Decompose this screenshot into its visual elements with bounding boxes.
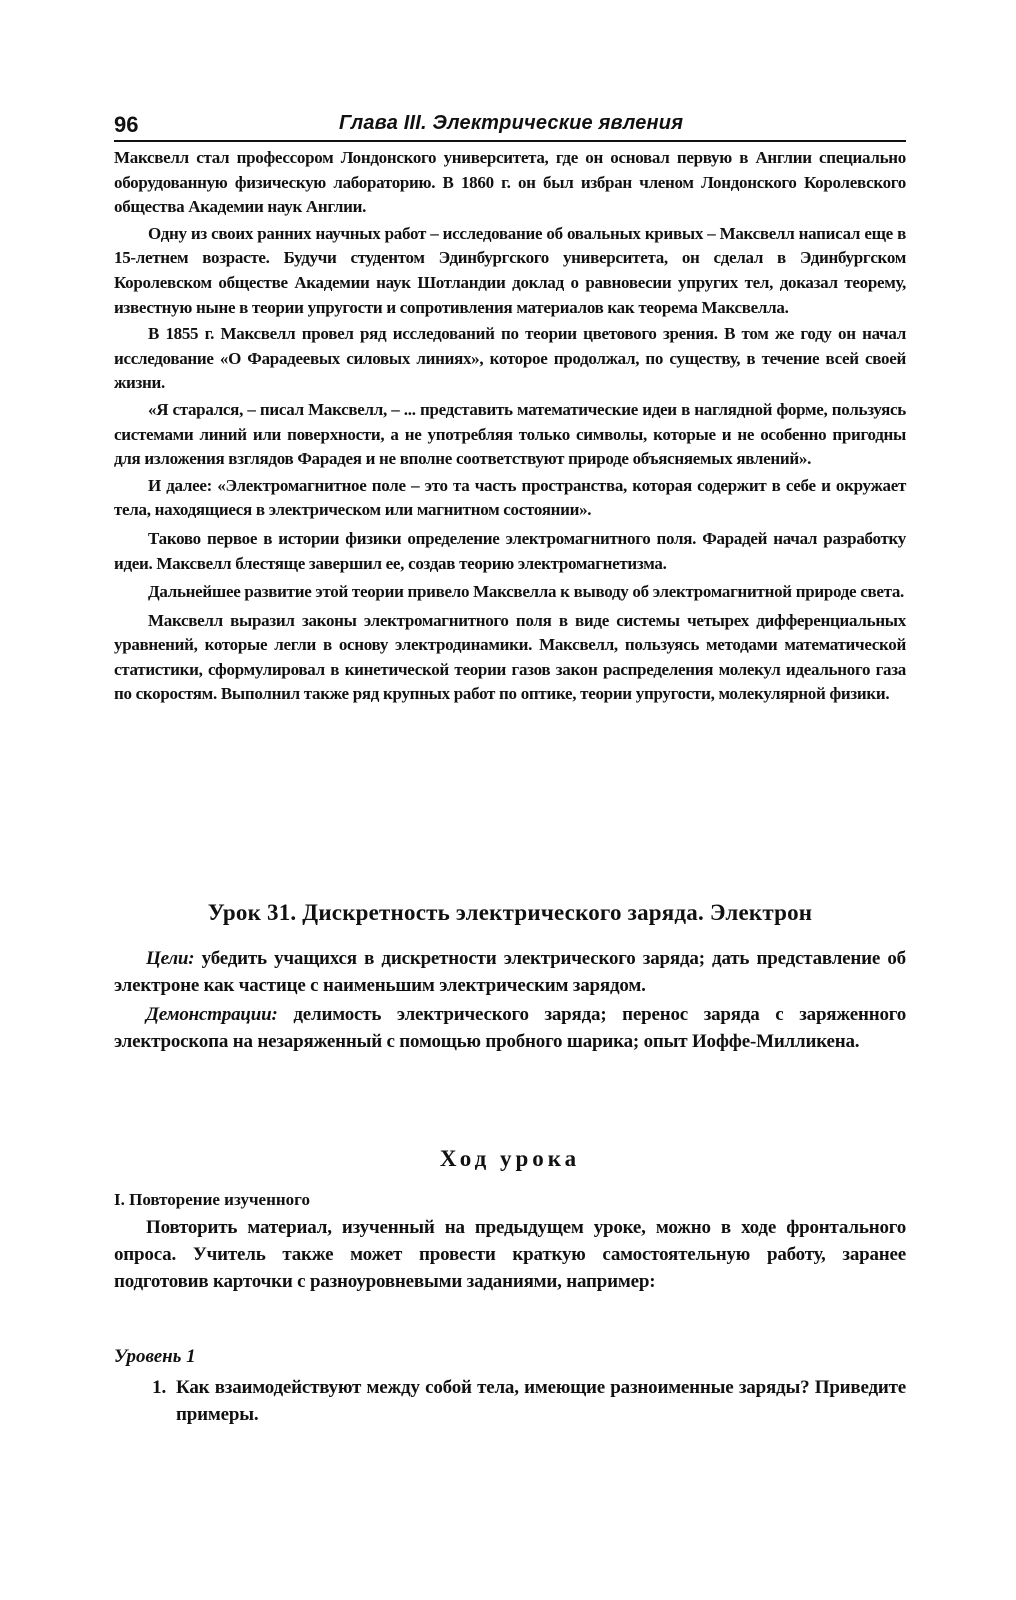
question-number: 1. [152,1377,166,1398]
demos-paragraph [114,1001,906,1055]
running-title: Глава III. Электрические явления [339,112,684,134]
paragraph: Максвелл стал профессором Лондонского университета, где он основал первую в Англии специально оборудованную физическую лабораторию. В 1860 г. он был избран членом Лондонского Королевского общества Академии наук Англии. [114,148,906,217]
section-body [114,1214,906,1295]
paragraph: Одну из своих ранних научных работ – исследование об овальных кривых – Максвелл написал еще в 15-летнем возрасте. Будучи студентом Эдинбургского университета, он сделал в Эдинбургском Королевском обществе Академии наук Шотландии доклад о равновесии упругих тел, доказал теорему, известную ныне в теории упругости и сопротивления материалов как теорема Максвелла. [114,223,906,317]
paragraph: Максвелл выразил законы электромагнитного поля в виде системы четырех дифференциальных уравнений, которые легли в основу электродинамики. Максвелл, пользуясь методами математической статистики, сформулировал в кинетической теории газов закон распределения молекул идеального газа по скоростям. Выполнил также ряд крупных работ по оптике, теории упругости, молекулярной физики. [114,610,906,704]
course-heading: Ход урока [439,1146,581,1171]
level-title: Уровень 1 [114,1346,196,1367]
lesson-objectives [114,945,906,1055]
goals-text: убедить учащихся в дискретности электрического заряда; дать представление об электроне как частице с наименьшим электрическим зарядом. [114,948,906,996]
paragraph: Повторить материал, изученный на предыдущем уроке, можно в ходе фронтального опроса. Учитель также может провести краткую самостоятельную работу, заранее подготовив карточки с разноуровневыми заданиями, например: [114,1217,906,1292]
demos-text: делимость электрического заряда; перенос заряда с заряженного электроскопа на незаряженный с помощью пробного шарика; опыт Иоффе-Милликена. [114,1004,906,1052]
page-header [114,110,906,142]
paragraph: «Я старался, – писал Максвелл, – ... представить математические идеи в наглядной форме, пользуясь системами линий или поверхности, а не употребляя только символы, которые и не особенно пригодны для изложения взглядов Фарадея и не вполне соответствуют природе объясняемых явлений». [114,399,906,469]
question-list [114,1374,906,1428]
paragraph: Дальнейшее развитие этой теории привело Максвелла к выводу об электромагнитной природе света. [148,582,905,602]
demos-label: Демонстрации: [146,1004,278,1025]
goals-label: Цели: [146,948,195,969]
page-number: 96 [114,112,139,137]
goals-paragraph [114,945,906,999]
paragraph: И далее: «Электромагнитное поле – это та часть пространства, которая содержит в себе и окружает тела, находящиеся в электрическом или магнитном состоянии». [114,475,906,520]
question-text: Как взаимодействуют между собой тела, имеющие разноименные заряды? Приведите примеры. [176,1377,906,1425]
maxwell-biography [114,146,906,707]
list-item [114,1374,906,1428]
lesson-title: Урок 31. Дискретность электрического заряда. Электрон [207,900,813,925]
section-heading: I. Повторение изученного [114,1190,310,1209]
paragraph: В 1855 г. Максвелл провел ряд исследований по теории цветового зрения. В том же году он начал исследование «О Фарадеевых силовых линиях», которое продолжал, по существу, в течение всей своей жизни. [114,324,906,393]
paragraph: Таково первое в истории физики определение электромагнитного поля. Фарадей начал разработку идеи. Максвелл блестяще завершил ее, создав теорию электромагнетизма. [114,528,906,573]
